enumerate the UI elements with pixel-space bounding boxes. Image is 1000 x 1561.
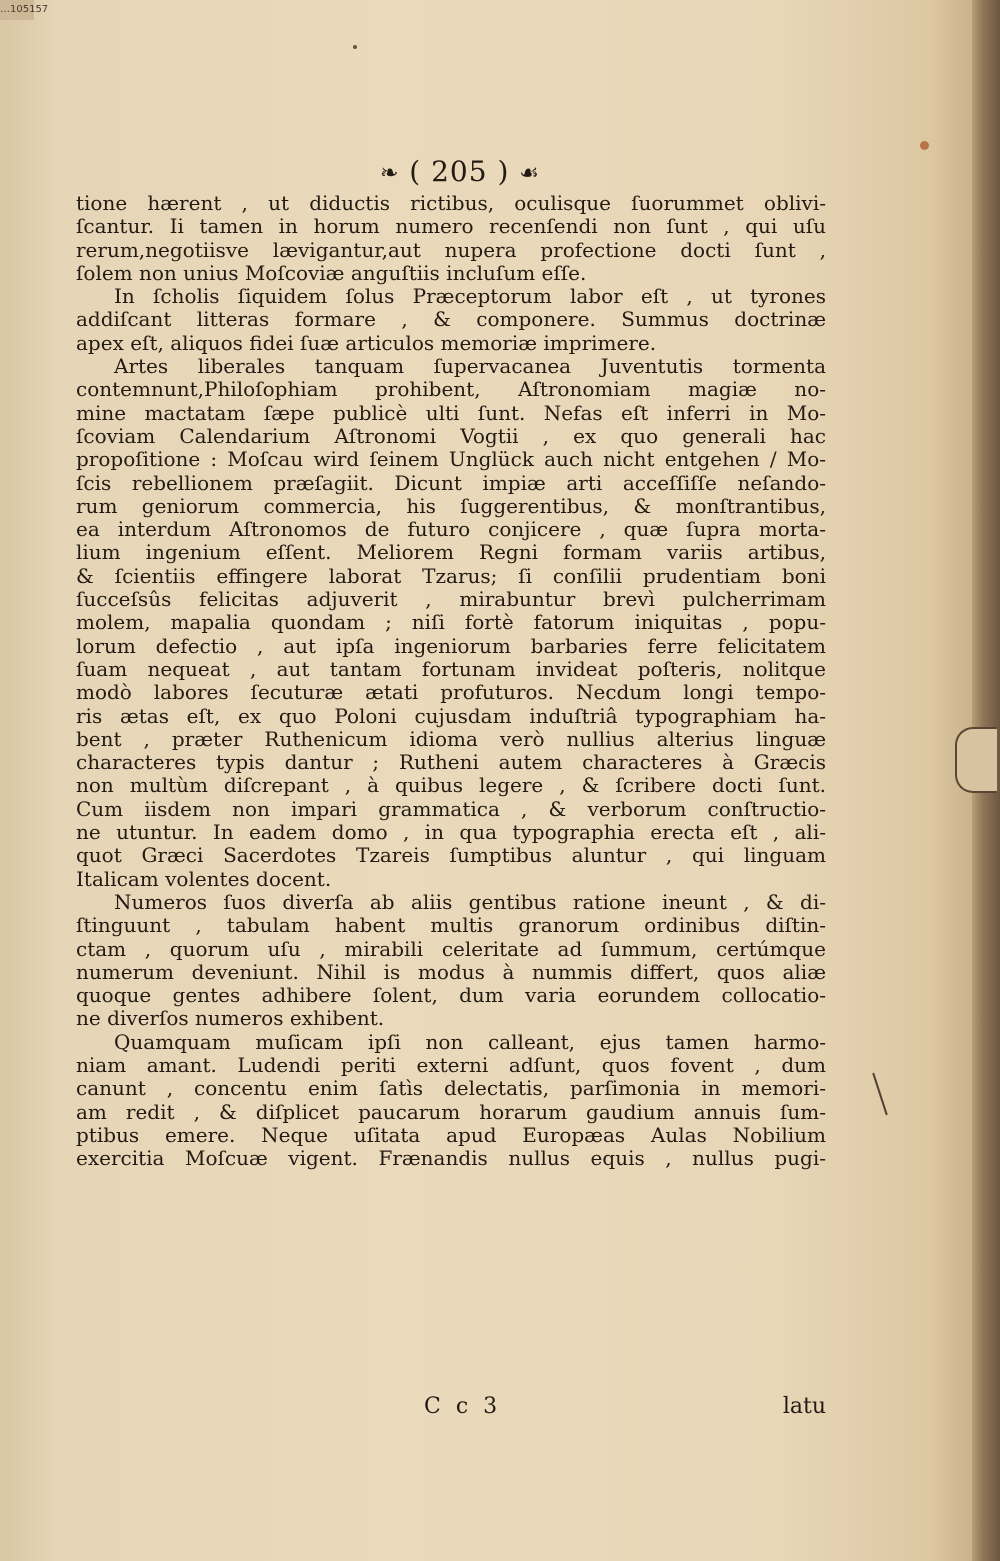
text-line: rum geniorum commercia, his ſuggerentibus, & monſtrantibus, [76,493,826,518]
text-line: tione hærent , ut diductis rictibus, oculisque ſuorummet oblivi- [76,191,826,215]
text-line: Cum iisdem non impari grammatica , & verborum conſtructio- [76,796,826,821]
text-line: ſtinguunt , tabulam habent multis granorum ordinibus diſtin- [76,913,826,938]
text-line: & ſcientiis effingere laborat Tzarus; ſi conſilii prudentiam boni [76,563,826,588]
text-line: am redit , & diſplicet paucarum horarum gaudium annuis ſum- [76,1099,826,1124]
text-line: lorum defectio , aut ipſa ingeniorum barbaries ferre felicitatem [76,633,826,658]
accession-number: …105157 [0,0,34,20]
text-line: propoſitione : Moſcau wird ſeinem Unglück auch nicht entgehen / Mo- [76,447,826,472]
text-line: quot Græci Sacerdotes Tzareis ſumptibus aluntur , qui linguam [76,843,826,868]
fleuron-left-icon: ❧ [379,160,400,186]
ink-stain [920,141,929,150]
text-line: ptibus emere. Neque uſitata apud Europæas Aulas Nobilium [76,1122,826,1147]
catchword: latu [782,1394,826,1419]
text-line: ſcantur. Ii tamen in horum numero recenſendi non ſunt , qui uſu [76,214,826,239]
paragraph-start-line: In ſcholis ſiquidem ſolus Præceptorum labor eſt , ut tyrones [114,284,826,309]
text-line: ne diverſos numeros exhibent. [76,1006,385,1031]
body-text [76,192,826,1170]
running-header [345,152,575,192]
text-line: niam amant. Ludendi periti externi adſunt, quos fovent , dum [76,1052,826,1077]
page-footer [76,1394,826,1424]
text-line: exercitia Moſcuæ vigent. Frænandis nullus equis , nullus pugi- [76,1146,826,1171]
text-line: non multùm diſcrepant , à quibus legere , & ſcribere docti ſunt. [76,773,826,798]
text-line: lium ingenium eſſent. Meliorem Regni formam variis artibus, [76,540,826,565]
text-line: ſcoviam Calendarium Aſtronomi Vogtii , ex quo generali hac [76,423,826,448]
text-line: mine mactatam ſæpe publicè ulti ſunt. Nefas eſt inferri in Mo- [76,400,826,425]
page-tab-clip [955,727,997,793]
signature-mark: C c 3 [424,1394,502,1419]
paragraph-start-line: Artes liberales tanquam ſupervacanea Juventutis tormenta [114,354,826,379]
text-line: numerum deveniunt. Nihil is modus à nummis differt, quos aliæ [76,959,826,984]
text-line: ſcis rebellionem præſagiit. Dicunt impiæ arti acceſſiſſe neſando- [76,470,826,495]
text-line: apex eſt, aliquos fidei ſuæ articulos memoriæ imprimere. [76,330,657,355]
paragraph-start-line: Quamquam muſicam ipſi non calleant, ejus tamen harmo- [114,1029,826,1054]
text-line: ris ætas eſt, ex quo Poloni cujusdam induſtriâ typographiam ha- [76,703,826,728]
text-line: bent , præter Ruthenicum idioma verò nullius alterius linguæ [76,726,826,751]
text-line: rerum,negotiisve lævigantur,aut nupera profectione docti ſunt , [76,237,826,262]
text-line: contemnunt,Philoſophiam prohibent, Aſtronomiam magiæ no- [76,377,826,402]
dust-speck [353,45,357,49]
paragraph-start-line: Numeros ſuos diverſa ab aliis gentibus ratione ineunt , & di- [114,889,826,914]
text-line: ea interdum Aſtronomos de futuro conjicere , quæ ſupra morta- [76,517,826,542]
text-line: ne utuntur. In eadem domo , in qua typographia erecta eſt , ali- [76,820,826,845]
text-line: quoque gentes adhibere ſolent, dum varia eorundem collocatio- [76,983,826,1008]
text-line: characteres typis dantur ; Rutheni autem characteres à Græcis [76,750,826,775]
page-number: ( 205 ) [409,155,510,188]
text-line: molem, mapalia quondam ; niſi fortè fatorum iniquitas , popu- [76,610,826,635]
text-line: addiſcant litteras formare , & componere. Summus doctrinæ [76,307,826,332]
text-line: ctam , quorum uſu , mirabili celeritate ad ſummum, certúmque [76,936,826,961]
text-line: canunt , concentu enim ſatìs delectatis, parſimonia in memori- [76,1076,826,1101]
text-line: ſolem non unius Moſcoviæ anguſtiis incluſum eſſe. [76,260,587,285]
text-line: modò labores ſecuturæ ætati profuturos. Necdum longi tempo- [76,680,826,705]
fleuron-right-icon: ☙ [519,160,541,186]
text-line: ſucceſsûs felicitas adjuverit , mirabuntur brevì pulcherrimam [76,587,826,612]
text-line: ſuam nequeat , aut tantam fortunam invideat poſteris, nolitque [76,656,826,681]
text-line: Italicam volentes docent. [76,866,332,891]
